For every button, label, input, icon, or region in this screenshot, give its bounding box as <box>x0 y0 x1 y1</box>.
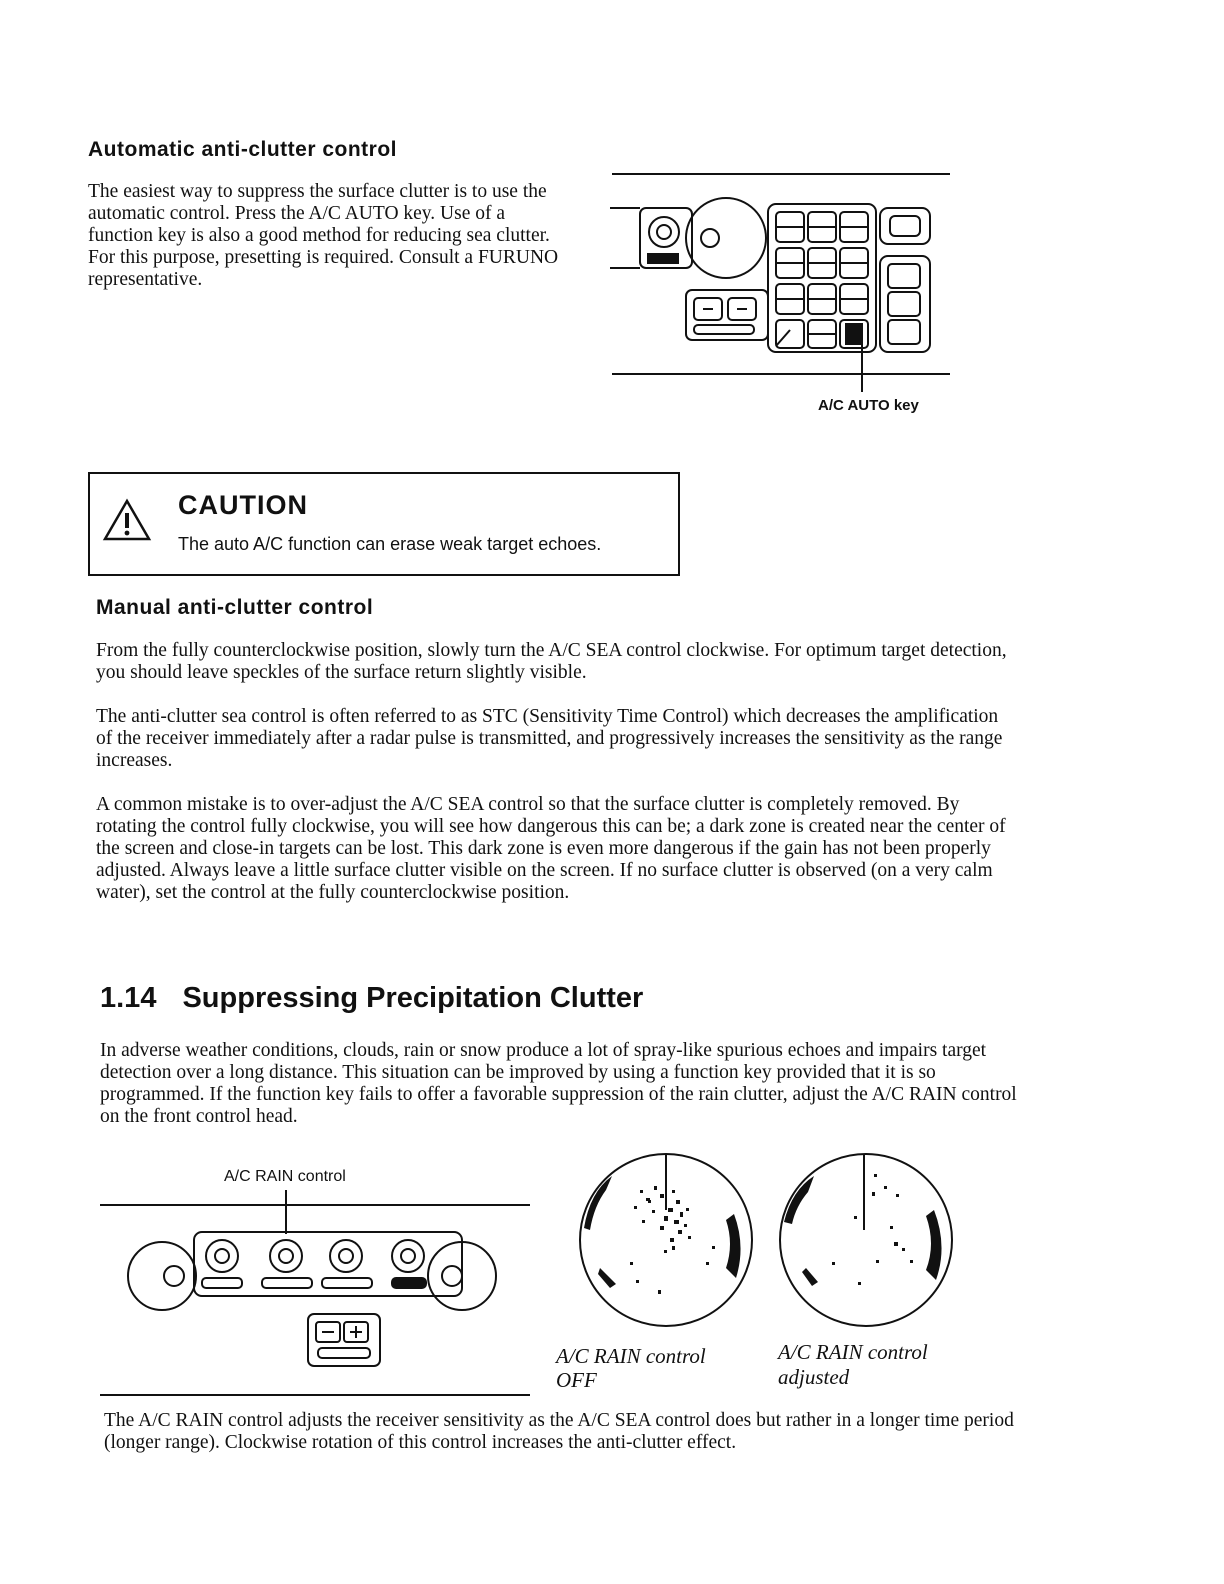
ppi-rain-adjusted-figure <box>776 1150 956 1330</box>
ppi-rain-off-figure <box>576 1150 756 1330</box>
section-title <box>100 982 643 1015</box>
caption-rain-off-line2: OFF <box>556 1368 597 1392</box>
auto-anticlutter-heading: Automatic anti-clutter control <box>88 138 398 161</box>
caution-box <box>88 472 680 576</box>
section-number: 1.14 <box>100 982 157 1014</box>
rain-control-panel-figure <box>100 1190 530 1380</box>
manual-anticlutter-heading: Manual anti-clutter control <box>96 596 374 619</box>
ac-auto-key-label: A/C AUTO key <box>818 397 919 414</box>
caution-title: CAUTION <box>178 490 308 520</box>
section-title-text: Suppressing Precipitation Clutter <box>182 982 644 1014</box>
manual-paragraph-1: From the fully counterclockwise position, slowly turn the A/C SEA control clockwise. For optimum target detection, you should leave speckles of the surface return slightly visible. <box>96 640 1007 683</box>
precip-closing: The A/C RAIN control adjusts the receiver sensitivity as the A/C SEA control does but rather in a longer time period (longer range). Clockwise rotation of this control increases the anti-clutter effect. <box>104 1410 1014 1453</box>
auto-anticlutter-body: The easiest way to suppress the surface clutter is to use the automatic control. Press the A/C AUTO key. Use of a function key is also a good method for reducing sea clutter. For this purpose, presetting is required. Consult a FURUNO representative. <box>88 181 559 290</box>
figure-top-rule <box>612 173 950 175</box>
control-panel-figure <box>610 180 950 380</box>
caption-rain-adjusted-line2: adjusted <box>778 1365 850 1389</box>
ac-rain-control-label: A/C RAIN control <box>224 1168 346 1185</box>
rain-figure-bottom-rule <box>100 1394 530 1396</box>
manual-paragraph-2: The anti-clutter sea control is often referred to as STC (Sensitivity Time Control) which decreases the amplification of the receiver immediately after a radar pulse is transmitted, and progressively increases the sensitivity as the range increases. <box>96 706 1003 771</box>
caption-rain-off-line1: A/C RAIN control <box>556 1344 706 1368</box>
caution-text: The auto A/C function can erase weak target echoes. <box>178 534 602 554</box>
manual-paragraph-3: A common mistake is to over-adjust the A/C SEA control so that the surface clutter is completely removed. By rotating the control fully clockwise, you will see how dangerous this can be; a dark zone is created near the center of the screen and close-in targets can be lost. This dark zone is even more dangerous if the gain has not been properly adjusted. Always leave a little surface clutter visible on the screen. If no surface clutter is observed (on a very calm water), set the control at the fully counterclockwise position. <box>96 794 1006 903</box>
caption-rain-adjusted-line1: A/C RAIN control <box>778 1340 928 1364</box>
precip-body: In adverse weather conditions, clouds, rain or snow produce a lot of spray-like spurious echoes and impairs target detection over a long distance. This situation can be improved by using a function key provided that it is so programmed. If the function key fails to offer a favorable suppression of the rain clutter, adjust the A/C RAIN control on the front control head. <box>100 1040 1017 1127</box>
warning-triangle-icon <box>102 498 152 542</box>
